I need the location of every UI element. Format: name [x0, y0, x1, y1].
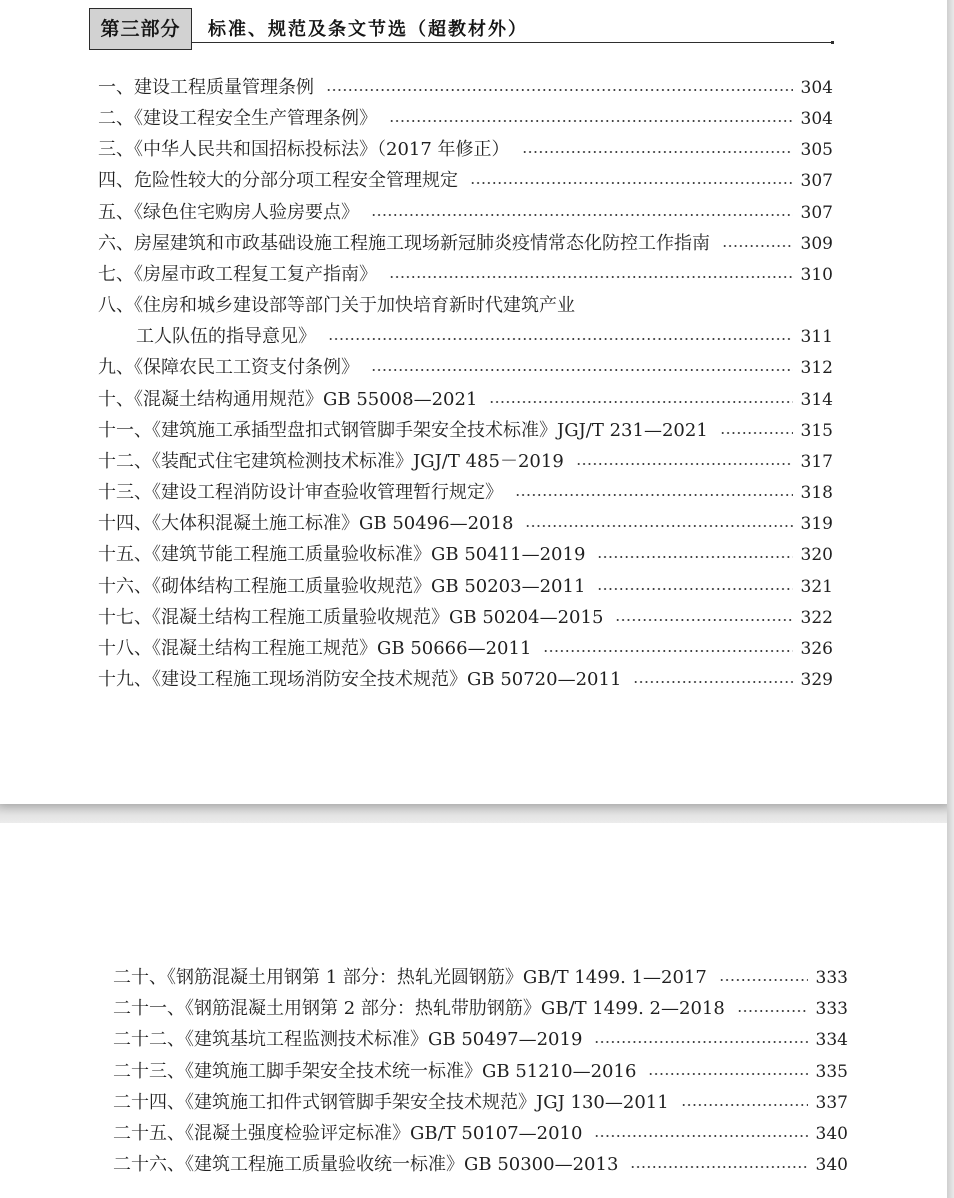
toc-entry[interactable] — [98, 293, 833, 319]
toc-page-number: 337 — [815, 1092, 848, 1113]
toc-entry[interactable] — [98, 449, 833, 475]
toc-entry-title: 九、《保障农民工工资支付条例》 — [98, 357, 359, 379]
toc-leader-dots — [326, 75, 793, 101]
toc-entry-title: 三、《中华人民共和国招标投标法》（2017 年修正） — [98, 139, 510, 161]
toc-page-number: 334 — [815, 1030, 848, 1051]
toc-entry-title: 十五、《建筑节能工程施工质量验收标准》GB 50411—2019 — [98, 544, 586, 566]
toc-leader-dots — [371, 355, 793, 381]
toc-page-number: 326 — [800, 638, 833, 659]
toc-entry-continuation[interactable] — [136, 324, 833, 350]
toc-page-number: 307 — [800, 171, 833, 192]
toc-entry[interactable] — [98, 200, 833, 226]
toc-entry-title: 工人队伍的指导意见》 — [136, 326, 316, 348]
toc-page-number: 309 — [800, 233, 833, 254]
toc-entry[interactable] — [113, 1090, 848, 1116]
toc-page-number: 312 — [800, 358, 833, 379]
toc-entry[interactable] — [98, 511, 833, 537]
toc-leader-dots — [371, 200, 793, 226]
toc-entry-title: 十三、《建设工程消防设计审查验收管理暂行规定》 — [98, 482, 503, 504]
toc-entry[interactable] — [113, 1121, 848, 1147]
toc-entry-title: 四、危险性较大的分部分项工程安全管理规定 — [98, 170, 458, 192]
section-rule-end-mark — [831, 41, 834, 44]
toc-leader-dots — [719, 965, 808, 991]
toc-leader-dots — [594, 1121, 807, 1147]
toc-leader-dots — [722, 231, 793, 257]
toc-entry-title: 五、《绿色住宅购房人验房要点》 — [98, 201, 359, 223]
toc-entry[interactable] — [98, 355, 833, 381]
toc-leader-dots — [489, 387, 792, 413]
toc-entry[interactable] — [98, 667, 833, 693]
toc-entry-title: 十七、《混凝土结构工程施工质量验收规范》GB 50204—2015 — [98, 606, 604, 628]
section-tag: 第三部分 — [89, 8, 192, 50]
toc-page-number: 315 — [800, 420, 833, 441]
toc-entry[interactable] — [113, 1152, 848, 1178]
toc-leader-dots — [681, 1090, 808, 1116]
toc-leader-dots — [615, 605, 792, 631]
toc-page-number: 340 — [815, 1123, 848, 1144]
toc-page-number: 310 — [800, 264, 833, 285]
toc-page-number: 333 — [815, 968, 848, 988]
toc-leader-dots — [633, 667, 792, 693]
toc-leader-dots — [720, 418, 793, 444]
toc-entry-title: 十、《混凝土结构通用规范》GB 55008—2021 — [98, 388, 478, 410]
toc-entry[interactable] — [113, 996, 848, 1022]
toc-entry[interactable] — [98, 480, 833, 506]
toc-entry-title: 一、建设工程质量管理条例 — [98, 77, 314, 98]
toc-leader-dots — [576, 449, 793, 475]
toc-entry[interactable] — [113, 1059, 848, 1085]
toc-entry[interactable] — [98, 418, 833, 444]
section-title-rule — [192, 42, 833, 43]
toc-entry-title: 六、房屋建筑和市政基础设施工程施工现场新冠肺炎疫情常态化防控工作指南 — [98, 232, 710, 254]
toc-entry[interactable] — [98, 542, 833, 568]
toc-page-number: 304 — [800, 109, 833, 130]
toc-leader-dots — [594, 1027, 807, 1053]
toc-page-number: 335 — [815, 1061, 848, 1082]
toc-entry-title: 十六、《砌体结构工程施工质量验收规范》GB 50203—2011 — [98, 575, 586, 597]
toc-entry[interactable] — [98, 262, 833, 288]
toc-page-number: 320 — [800, 545, 833, 566]
toc-entry-title: 二十四、《建筑施工扣件式钢管脚手架安全技术规范》JGJ 130—2011 — [113, 1091, 669, 1113]
toc-leader-dots — [470, 168, 793, 194]
toc-leader-dots — [737, 996, 808, 1022]
toc-page-number: 304 — [800, 78, 833, 98]
toc-entry[interactable] — [98, 605, 833, 631]
toc-page-number: 329 — [800, 670, 833, 691]
toc-entry-title: 七、《房屋市政工程复工复产指南》 — [98, 263, 377, 285]
toc-leader-dots — [630, 1152, 807, 1178]
toc-page-number: 321 — [800, 576, 833, 597]
toc-page-number: 340 — [815, 1155, 848, 1176]
toc-entry-title: 二十五、《混凝土强度检验评定标准》GB/T 50107—2010 — [113, 1122, 583, 1144]
toc-leader-dots — [648, 1059, 807, 1085]
toc-entry[interactable] — [98, 231, 833, 257]
toc-page-number: 318 — [800, 483, 833, 504]
viewer-right-edge — [947, 0, 954, 1198]
toc-entry-title: 二十三、《建筑施工脚手架安全技术统一标准》GB 51210—2016 — [113, 1060, 637, 1082]
section-title: 标准、规范及条文节选（超教材外） — [208, 19, 528, 40]
toc-entry-title: 十二、《装配式住宅建筑检测技术标准》JGJ/T 485－2019 — [98, 450, 564, 472]
toc-entry[interactable] — [98, 636, 833, 662]
toc-page-number: 311 — [800, 327, 833, 348]
toc-entry-title: 十四、《大体积混凝土施工标准》GB 50496—2018 — [98, 513, 514, 535]
toc-entry[interactable] — [113, 965, 848, 991]
toc-page-number: 322 — [800, 607, 833, 628]
toc-entry[interactable] — [98, 137, 833, 163]
toc-entry[interactable] — [98, 387, 833, 413]
toc-entry[interactable] — [113, 1027, 848, 1053]
toc-entry-title: 八、《住房和城乡建设部等部门关于加快培育新时代建筑产业 — [98, 295, 575, 317]
toc-entry[interactable] — [98, 574, 833, 600]
toc-leader-dots — [522, 137, 793, 163]
page-gap — [0, 804, 948, 823]
toc-page-number: 314 — [800, 389, 833, 410]
toc-leader-dots — [543, 636, 792, 662]
toc-leader-dots — [328, 324, 793, 350]
toc-entry-title: 二十一、《钢筋混凝土用钢第 2 部分：热轧带肋钢筋》GB/T 1499. 2—2018 — [113, 998, 725, 1020]
toc-entry-title: 十九、《建设工程施工现场消防安全技术规范》GB 50720—2011 — [98, 669, 622, 691]
toc-entry-title: 二十二、《建筑基坑工程监测技术标准》GB 50497—2019 — [113, 1029, 583, 1051]
toc-entry[interactable] — [98, 168, 833, 194]
toc-entry-title: 二、《建设工程安全生产管理条例》 — [98, 108, 377, 130]
toc-page-number: 317 — [800, 451, 833, 472]
toc-leader-dots — [515, 480, 793, 506]
toc-entry[interactable] — [98, 75, 833, 101]
toc-leader-dots — [597, 574, 792, 600]
toc-leader-dots — [597, 542, 792, 568]
document-page-2 — [0, 823, 948, 1198]
toc-entry-title: 十八、《混凝土结构工程施工规范》GB 50666—2011 — [98, 637, 532, 659]
toc-entry[interactable] — [98, 106, 833, 132]
toc-leader-dots — [389, 262, 793, 288]
toc-leader-dots — [525, 511, 792, 537]
toc-page-number: 333 — [815, 999, 848, 1020]
toc-page-number: 305 — [800, 140, 833, 161]
toc-leader-dots — [389, 106, 793, 132]
toc-entry-title: 二十六、《建筑工程施工质量验收统一标准》GB 50300—2013 — [113, 1154, 619, 1176]
toc-entry-title: 二十、《钢筋混凝土用钢第 1 部分：热轧光圆钢筋》GB/T 1499. 1—2017 — [113, 967, 707, 988]
toc-page-number: 307 — [800, 202, 833, 223]
toc-page-number: 319 — [800, 514, 833, 535]
toc-entry-title: 十一、《建筑施工承插型盘扣式钢管脚手架安全技术标准》JGJ/T 231—2021 — [98, 419, 708, 441]
